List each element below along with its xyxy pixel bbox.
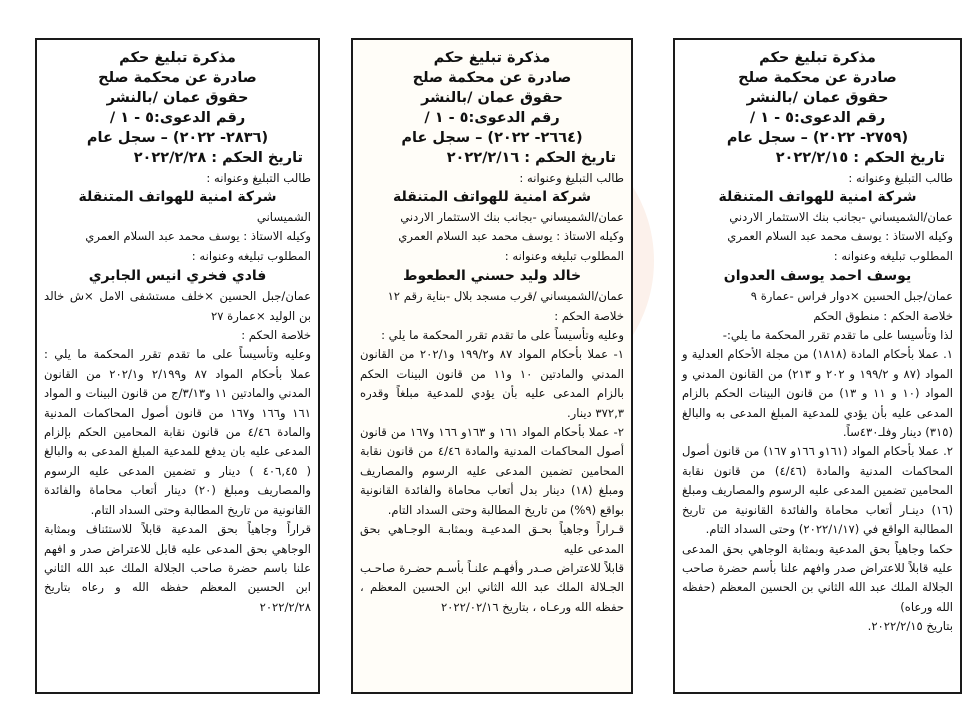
applicant-address: عمان/الشميساني -بجانب بنك الاستثمار الاردني	[729, 210, 953, 224]
applicant-label: طالب التبليغ وعنوانه :	[848, 171, 953, 185]
applicant-label: طالب التبليغ وعنوانه :	[519, 171, 624, 185]
respondent-label: المطلوب تبليغه وعنوانه :	[833, 248, 953, 263]
body-paragraph: لذا وتأسيسا على ما تقدم تقرر المحكمة ما يلي:-	[722, 328, 953, 343]
respondent-name: يوسف احمد يوسف العدوان	[723, 268, 912, 285]
applicant-name: شركة امنية للهواتف المتنقلة	[78, 189, 277, 205]
respondent-label: المطلوب تبليغه وعنوانه :	[191, 248, 311, 263]
body-paragraph: خلاصة الحكم :	[554, 308, 624, 323]
attorney: وكيله الاستاذ : يوسف محمد عبد السلام العمري	[727, 229, 953, 244]
notice-left	[35, 38, 320, 694]
body-paragraph: عمان/الشميساني /قرب مسجد بلال -بناية رقم ١٢	[387, 289, 624, 304]
body-paragraph: حكما وجاهياً بحق المدعية وبمثابة الوجاهي بحق المدعى عليه قابلاً للاعتراض صدر وافهم علنا بأسم حضرة صاحب الجلالة الملك عبد الله الثاني بن الحسين المعظم (حفظه الله ورعاه)	[682, 541, 953, 614]
applicant-label: طالب التبليغ وعنوانه :	[206, 171, 311, 185]
notice-title: مذكرة تبليغ حكم	[119, 50, 236, 66]
body-paragraph: ٢- عملا بأحكام المواد ١٦١ و ١٦٣و ١٦٦ و١٦٧ من قانون أصول المحاكمات المدنية والمادة ٤/٤٦ من قانون نقابة المحامين تضمين المدعى عليه الرسوم والمصاريف ومبلغ (١٨) دينار بدل أتعاب محاماة والفائدة القانونية بواقع (٩%) من تاريخ المطالبة وحتى السداد التام.	[360, 425, 625, 517]
court-name: صادرة عن محكمة صلح	[412, 70, 572, 86]
body-paragraph: ٢. عملا بأحكام المواد (١٦١و ١٦٦و ١٦٧) من قانون أصول المحاكمات المدنية والمادة (٤/٤٦) من قانون نقابة المحامين تضمين المدعى عليه الرسوم والمصاريف ومبلغ (١٦) دينـار أتعاب محاماة والفائدة القانونية من تاريخ المطالبة الواقع في (٢٠٢٢/١/١٧) وحتى السداد التام.	[682, 444, 953, 537]
court-type: حقوق عمان /بالنشر	[746, 90, 889, 106]
attorney: وكيله الاستاذ : يوسف محمد عبد السلام العمري	[85, 229, 311, 244]
attorney: وكيله الاستاذ : يوسف محمد عبد السلام العمري	[398, 229, 624, 244]
case-number-label: رقم الدعوى:٥ - ١ /	[749, 110, 886, 126]
notice-header	[682, 48, 953, 168]
judgment-body	[44, 287, 311, 617]
judgment-date: تاريخ الحكم : ٢٠٢٢/٢/١٥	[775, 150, 945, 166]
applicant-name: شركة امنية للهواتف المتنقلة	[393, 189, 591, 205]
judgment-date: تاريخ الحكم : ٢٠٢٢/٢/١٦	[446, 150, 616, 166]
respondent-name: فادي فخري انيس الجابري	[88, 268, 267, 285]
body-paragraph: قابلاً للاعتراض صـدر وأفهـم علنـاً بأسـم حضـرة صاحـب الجـلالة الملك عبد الله الثاني ابن الحسين المعظم ، حفظه الله ورعـاه ، بتاريخ ٢٠٢٢/٠٢/١٦	[360, 560, 624, 614]
notice-header	[44, 48, 311, 168]
applicant-address: الشميساني	[256, 210, 311, 224]
judgment-body	[682, 287, 953, 636]
notice-middle	[351, 38, 633, 694]
applicant-name: شركة امنية للهواتف المتنقلة	[718, 189, 917, 205]
court-name: صادرة عن محكمة صلح	[98, 70, 257, 86]
applicant-address: عمان/الشميساني -بجانب بنك الاستثمار الاردني	[400, 210, 624, 224]
notice-right	[673, 38, 962, 694]
respondent-name: خالد وليد حسني العطعوط	[402, 268, 582, 285]
court-name: صادرة عن محكمة صلح	[738, 70, 897, 86]
case-number: (٢٦٦٤- ٢٠٢٢) – سجل عام	[401, 130, 583, 146]
notice-header	[360, 48, 624, 168]
body-paragraph: وعليه وتأسيساً على ما تقدم تقرر المحكمة ما يلي : عملا بأحكام المواد ٨٧ و٢/١٩٩ و٢٠٢/١ من القانون المدني والمادتين ١١ و٣/١٣/ج من قانون البينات و المواد ١٦١ و١٦٦ و١٦٧ من قانون أصول المحاكمات المدنية والمادة ٤/٤٦ من قانون نقابة المحامين الحكم بإلزام المدعى عليه بان يدفع للمدعية المبلغ المدعى به والبالغ ( ٤٠٦,٤٥ ) دينار و تضمين المدعى عليه الرسوم والمصاريف ومبلغ (٢٠) دينار أتعاب محاماة والفائدة القانونية من تاريخ المطالبة وحتى السداد التام.	[44, 347, 312, 517]
body-paragraph: عمان/جبل الحسين ×خلف مستشفى الامل ×ش خالد بن الوليد ×عمارة ٢٧	[44, 289, 311, 323]
judgment-body	[360, 287, 624, 617]
respondent-label: المطلوب تبليغه وعنوانه :	[504, 248, 624, 263]
case-number: (٢٧٥٩- ٢٠٢٢) – سجل عام	[726, 130, 909, 146]
case-number-label: رقم الدعوى:٥ - ١ /	[424, 110, 560, 126]
notice-title: مذكرة تبليغ حكم	[433, 50, 551, 66]
body-paragraph: قـراراً وجاهياً بحـق المدعيـة وبمثابـة الوجـاهي بحق المدعى عليه	[360, 522, 624, 556]
court-type: حقوق عمان /بالنشر	[106, 90, 249, 106]
body-paragraph: عمان/جبل الحسين ×دوار فراس -عمارة ٩	[750, 289, 953, 304]
body-paragraph: خلاصة الحكم : منطوق الحكم	[813, 308, 953, 323]
case-number-label: رقم الدعوى:٥ - ١ /	[109, 110, 246, 126]
judgment-date: تاريخ الحكم : ٢٠٢٢/٢/٢٨	[133, 150, 303, 166]
court-type: حقوق عمان /بالنشر	[421, 90, 563, 106]
body-paragraph: ١- عملا بأحكام المواد ٨٧ و١٩٩/٢ و٢٠٢/١ من القانون المدني والمادتين ١٠ و١١ من قانون البينات الحكم بالزام المدعى عليه بأن يؤدي للمدعية مبلغاً وقدره ٣٧٢,٣ دينار.	[360, 347, 624, 420]
body-paragraph: خلاصة الحكم :	[241, 328, 311, 343]
notice-title: مذكرة تبليغ حكم	[759, 50, 876, 66]
body-paragraph: قراراً وجاهياً بحق المدعية قابلاً للاستئناف وبمثابة الوجاهي بحق المدعى عليه قابل للاعتراض صدر و افهم علنا باسم حضرة صاحب الجلالة الملك عبد الله الثاني ابن الحسين المعظم حفظه الله و رعاه بتاريخ ٢٠٢٢/٢/٢٨	[44, 522, 311, 614]
body-paragraph: وعليه وتأسيساً على ما تقدم تقرر المحكمة ما يلي :	[381, 328, 624, 343]
body-paragraph: ١. عملا بأحكام المادة (١٨١٨) من مجلة الأحكام العدلية و المواد (٨٧ و ١٩٩/٢ و ٢٠٢ و ٢١٣) من القانون المدني و المواد (١٠ و ١١ و ١٣) من قانون البينات الحكم بالزام المدعى عليه بأن يؤدي للمدعية المبلغ المدعى به والبالغ (٣١٥) دينار وفلـ٤٣٠ساً.	[682, 347, 953, 440]
case-number: (٢٨٣٦- ٢٠٢٢) – سجل عام	[86, 130, 269, 146]
body-paragraph: بتاريخ ٢٠٢٢/٢/١٥.	[867, 619, 953, 634]
